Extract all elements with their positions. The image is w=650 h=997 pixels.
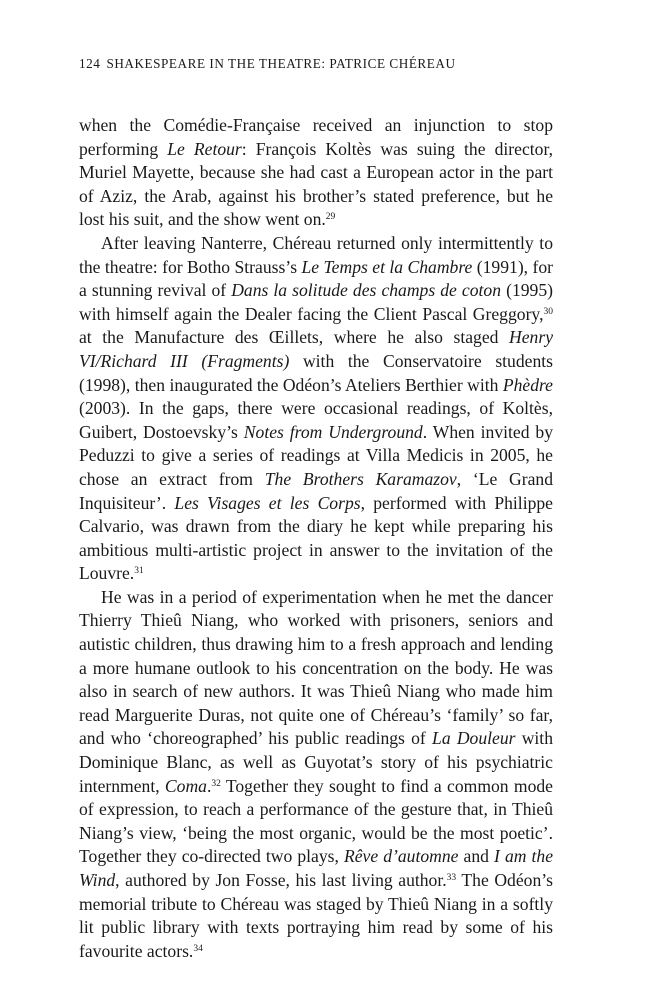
paragraph-2: [79, 232, 553, 586]
text-run: at the Manufacture des Œillets, where he also staged: [79, 327, 510, 348]
footnote-ref-29: 29: [325, 212, 336, 223]
text-run: . When invited by Peduzzi to give a series of readings at Villa Medicis in 2005, he chose an extract from: [79, 421, 553, 489]
running-head: [79, 56, 579, 72]
text-run: (1995) with himself again the Dealer facing the Client Pascal Greggory,: [79, 280, 553, 324]
footnote-ref-31: 31: [134, 566, 144, 577]
italic-title: Dans la solitude des champs de coton: [231, 280, 502, 301]
running-head-title: SHAKESPEARE IN THE THEATRE: PATRICE CHÉREAU: [106, 56, 456, 71]
text-run: , authored by Jon Fosse, his last living author.: [115, 870, 447, 890]
footnote-ref-32: 32: [211, 778, 221, 789]
footnote-ref-30: 30: [543, 306, 553, 317]
page-number: 124: [79, 56, 101, 71]
text-run: : François Koltès was suing the director, Muriel Mayette, because she had cast a European actor in the part of Aziz, the Arab, against his brother’s stated preference, but he lost his suit, and the show went on.: [79, 138, 553, 230]
footnote-ref-34: 34: [193, 943, 203, 954]
italic-title: Le Temps et la Chambre: [301, 256, 473, 277]
text-run: Together they sought to find a common mode of expression, to reach a performance of the gesture that, in Thieû Niang’s view, ‘being the most organic, would be the most poetic’. Together they co-directed two plays,: [79, 775, 553, 867]
italic-title: Le Retour: [167, 138, 242, 159]
italic-title: The Brothers Karamazov: [264, 468, 457, 489]
italic-title: Henry VI/Richard III (Fragments): [79, 327, 553, 371]
italic-title: Coma: [164, 775, 207, 796]
footnote-ref-33: 33: [446, 873, 457, 883]
text-run: with Dominique Blanc, as well as Guyotat’s story of his psychiatric internment,: [79, 728, 553, 796]
paragraph-3: [79, 586, 553, 964]
italic-title: Rêve d’automne: [343, 846, 459, 867]
text-run: (1991), for a stunning revival of: [79, 256, 554, 301]
text-run: After leaving Nanterre, Chéreau returned only intermittently to the theatre: for Botho Strauss’s: [79, 232, 553, 277]
text-run: and: [458, 846, 495, 867]
text-run: when the Comédie-Française received an injunction to stop performing: [79, 115, 553, 159]
italic-title: Les Visages et les Corps: [174, 492, 361, 513]
body-text: [79, 114, 553, 963]
italic-title: Notes from Underground: [243, 421, 423, 442]
text-run: (2003). In the gaps, there were occasional readings, of Koltès, Guibert, Dostoevsky’s: [79, 398, 553, 442]
text-run: The Odéon’s memorial tribute to Chéreau was staged by Thieû Niang in a softly lit public library with texts portraying him read by some of his favourite actors.: [79, 870, 553, 961]
text-run: with the Conservatoire students (1998), then inaugurated the Odéon’s Ateliers Berthier with: [79, 350, 553, 395]
text-run: , performed with Philippe Calvario, was drawn from the diary he kept while preparing his ambitious multi-artistic project in answer to the invitation of the Louvre.: [79, 492, 553, 584]
text-run: .: [206, 775, 212, 796]
italic-title: I am the Wind: [79, 846, 554, 890]
italic-title: Phèdre: [502, 374, 553, 395]
text-run: He was in a period of experimentation when he met the dancer Thierry Thieû Niang, who worked with prisoners, seniors and autistic children, thus drawing him to a fresh approach and lending a more humane outlook to his concentration on the body. He was also in search of new authors. It was Thieû Niang who made him read Marguerite Duras, not quite one of Chéreau’s ‘family’ so far, and who ‘choreographed’ his public readings of: [79, 586, 553, 749]
paragraph-1: [79, 114, 553, 232]
italic-title: La Douleur: [432, 728, 516, 749]
text-run: , ‘Le Grand Inquisiteur’.: [79, 468, 554, 513]
